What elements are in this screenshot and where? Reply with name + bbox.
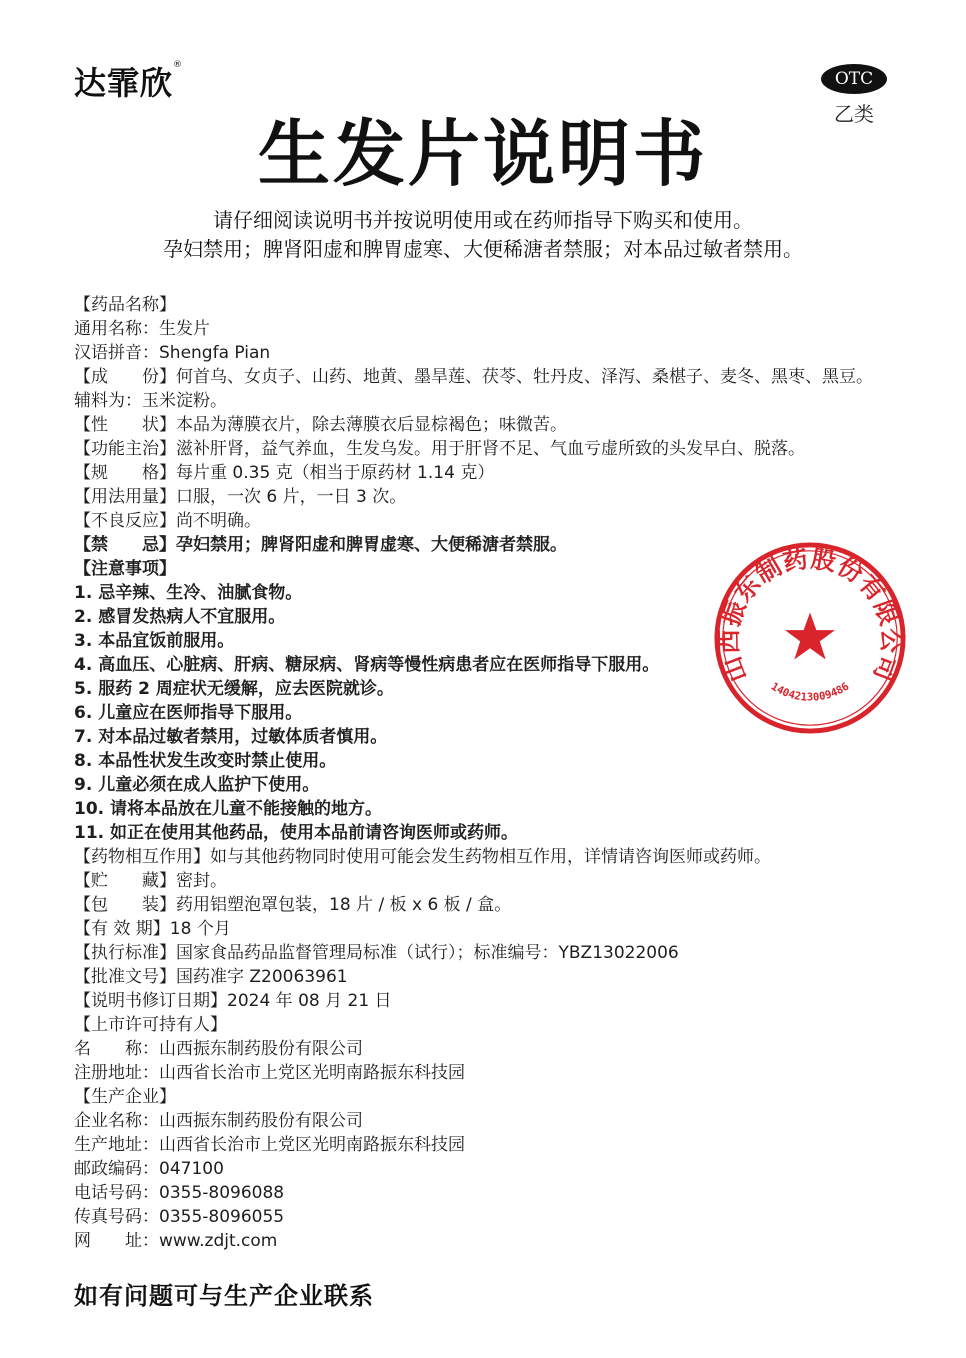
company-seal-stamp <box>712 540 908 736</box>
leaflet-line: 通用名称：生发片 <box>74 319 210 339</box>
leaflet-line: 注册地址：山西省长治市上党区光明南路振东科技园 <box>74 1063 465 1083</box>
leaflet-line: 生产地址：山西省长治市上党区光明南路振东科技园 <box>74 1135 465 1155</box>
leaflet-line: 3. 本品宜饭前服用。 <box>74 631 235 651</box>
registered-mark: ® <box>173 60 184 70</box>
otc-class-label: 乙类 <box>834 102 874 126</box>
leaflet-body <box>74 293 904 1253</box>
notice-line-1: 请仔细阅读说明书并按说明使用或在药师指导下购买和使用。 <box>213 208 753 232</box>
svg-text:1404213009486: 1404213009486 <box>768 679 852 704</box>
leaflet-line: 企业名称：山西振东制药股份有限公司 <box>74 1111 363 1131</box>
leaflet-line: 电话号码：0355-8096088 <box>74 1183 285 1203</box>
leaflet-line: 【有 效 期】18 个月 <box>74 919 231 939</box>
leaflet-line: 【说明书修订日期】2024 年 08 月 21 日 <box>74 991 392 1011</box>
leaflet-line: 7. 对本品过敏者禁用，过敏体质者慎用。 <box>74 727 388 747</box>
leaflet-line: 1. 忌辛辣、生冷、油腻食物。 <box>74 583 303 603</box>
leaflet-line: 【执行标准】国家食品药品监督管理局标准（试行）；标准编号：YBZ13022006 <box>74 943 679 963</box>
leaflet-line: 邮政编码：047100 <box>74 1159 224 1179</box>
leaflet-line: 【药品名称】 <box>74 295 176 315</box>
leaflet-line: 【包 装】药用铝塑泡罩包装，18 片 / 板 x 6 板 / 盒。 <box>74 895 512 915</box>
leaflet-line: 6. 儿童应在医师指导下服用。 <box>74 703 303 723</box>
leaflet-line: 5. 服药 2 周症状无缓解，应去医院就诊。 <box>74 679 394 699</box>
leaflet-line: 4. 高血压、心脏病、肝病、糖尿病、肾病等慢性病患者应在医师指导下服用。 <box>74 655 660 675</box>
leaflet-line: 网 址：www.zdjt.com <box>74 1231 278 1251</box>
notice-line-2: 孕妇禁用；脾肾阳虚和脾胃虚寒、大便稀溏者禁服；对本品过敏者禁用。 <box>163 237 803 261</box>
leaflet-line: 【注意事项】 <box>74 559 176 579</box>
leaflet-line: 汉语拼音：Shengfa Pian <box>74 343 271 363</box>
usage-notice <box>0 206 966 264</box>
leaflet-line: 11. 如正在使用其他药品，使用本品前请咨询医师或药师。 <box>74 823 519 843</box>
seal-star-icon <box>785 613 835 660</box>
leaflet-line: 【用法用量】口服，一次 6 片，一日 3 次。 <box>74 487 407 507</box>
leaflet-line: 传真号码：0355-8096055 <box>74 1207 285 1227</box>
leaflet-line: 【不良反应】尚不明确。 <box>74 511 261 531</box>
leaflet-line: 【药物相互作用】如与其他药物同时使用可能会发生药物相互作用，详情请咨询医师或药师。 <box>74 847 771 867</box>
brand-name: 达霏欣 <box>74 64 174 102</box>
leaflet-line: 【贮 藏】密封。 <box>74 871 227 891</box>
leaflet-line: 10. 请将本品放在儿童不能接触的地方。 <box>74 799 383 819</box>
leaflet-line: 【批准文号】国药准字 Z20063961 <box>74 967 348 987</box>
leaflet-line: 2. 感冒发热病人不宜服用。 <box>74 607 286 627</box>
leaflet-line: 辅料为：玉米淀粉。 <box>74 391 227 411</box>
leaflet-line: 【成 份】何首乌、女贞子、山药、地黄、墨旱莲、茯苓、牡丹皮、泽泻、桑椹子、麦冬、黑枣、黑豆。 <box>74 367 873 387</box>
leaflet-line: 【性 状】本品为薄膜衣片，除去薄膜衣后显棕褐色；味微苦。 <box>74 415 567 435</box>
document-title: 生发片说明书 <box>257 112 708 196</box>
leaflet-line: 【功能主治】滋补肝肾，益气养血，生发乌发。用于肝肾不足、气血亏虚所致的头发早白、脱落。 <box>74 439 805 459</box>
leaflet-line: 9. 儿童必须在成人监护下使用。 <box>74 775 320 795</box>
leaflet-line: 【禁 忌】孕妇禁用；脾肾阳虚和脾胃虚寒、大便稀溏者禁服。 <box>74 535 567 555</box>
leaflet-line: 【上市许可持有人】 <box>74 1015 227 1035</box>
leaflet-line: 名 称：山西振东制药股份有限公司 <box>74 1039 363 1059</box>
otc-badge: OTC <box>821 64 887 94</box>
footer-contact-note: 如有问题可与生产企业联系 <box>74 1282 374 1310</box>
leaflet-line: 【生产企业】 <box>74 1087 176 1107</box>
leaflet-line: 【规 格】每片重 0.35 克（相当于原药材 1.14 克） <box>74 463 495 483</box>
leaflet-line: 8. 本品性状发生改变时禁止使用。 <box>74 751 337 771</box>
svg-text:山西振东制药股份有限公司: 山西振东制药股份有限公司 <box>714 543 906 687</box>
